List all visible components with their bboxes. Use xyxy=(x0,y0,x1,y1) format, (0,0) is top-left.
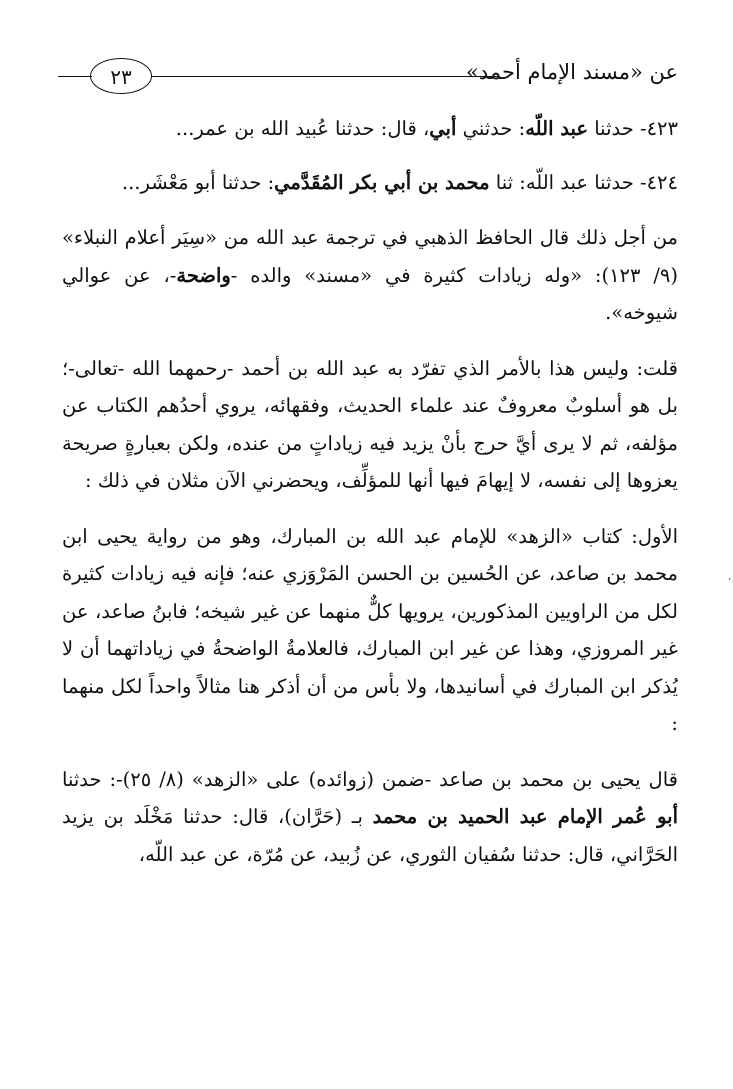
margin-mark: ٬ xyxy=(728,577,732,588)
entry-text: ٤٢٣- حدثنا xyxy=(588,117,678,140)
header-rule-end xyxy=(58,76,92,77)
paragraph-dhahabi-quote xyxy=(62,219,678,332)
entry-text: : حدثني xyxy=(456,117,526,140)
paragraph-text: من أجل ذلك قال الحافظ الذهبي في ترجمة عبد الله من «سِيَر أعلام النبلاء» (٩/ ١٢٣): «وله زيادات كثيرة في «مسند» والده - xyxy=(62,226,678,287)
paragraph-isnad xyxy=(62,761,678,874)
paragraph-text: قال يحيى بن محمد بن صاعد -ضمن (زوائده) على «الزهد» (٨/ ٢٥)-: حدثنا xyxy=(62,767,678,791)
header-rule xyxy=(150,76,500,77)
hadith-entry-423 xyxy=(62,110,678,148)
paragraph-author-note: قلت: وليس هذا بالأمر الذي تفرّد به عبد الله بن أحمد -رحمهما الله -تعالى-؛ بل هو أسلوبٌ معروفٌ عند علماء الحديث، وفقهائه، يروي أحدُهم الكتاب عن مؤلفه، ثم لا يرى أيَّ حرج بأنْ يزيد فيه زياداتٍ من عنده، ولكن بعبارةٍ صريحة يعزوها إلى نفسه، لا إيهامَ فيها أنها للمؤلِّف، ويحضرني الآن مثلان في ذلك : xyxy=(62,356,678,492)
paragraph-first-example: الأول: كتاب «الزهد» للإمام عبد الله بن المبارك، وهو من رواية يحيى ابن محمد بن صاعد، عن الحُسين بن الحسن المَرْوَزي عنه؛ فإنه فيه زيادات كثيرة لكل من الراويين المذكورين، يرويها كلٌّ منهما عن غير شيخه؛ فابنُ صاعد، عن غير المروزي، وهذا عن غير ابن المبارك، فالعلامةُ الواضحةُ في زياداتهما أن لا يُذكر ابن المبارك في أسانيدها، ولا بأس من أن أذكر هنا مثالاً واحداً لكل منهما : xyxy=(62,524,678,735)
page-header xyxy=(58,56,678,100)
entry-narrator-bold: محمد بن أبي بكر المُقَدَّمي xyxy=(274,170,490,194)
page-number-oval: ٢٣ xyxy=(90,58,152,94)
paragraph-bold-word: واضحة xyxy=(176,263,231,287)
paragraph-text: -، عن عوالي شيوخه». xyxy=(62,263,678,324)
entry-text: : حدثنا أبو مَعْشَر... xyxy=(121,170,275,194)
entry-narrator-bold: عبد اللّه xyxy=(525,117,589,140)
paragraph-text: بـ (حَرَّان)، قال: حدثنا مَخْلَد بن يزيد الحَرَّاني، قال: حدثنا سُفيان الثوري، عن زُبيد، عن مُرّة، عن عبد اللّه، xyxy=(62,805,678,866)
entry-narrator-bold: أبي xyxy=(429,117,457,140)
running-title: عن «مسند الإمام أحمد» xyxy=(465,60,678,84)
entry-text: ٤٢٤- حدثنا عبد اللّه: ثنا xyxy=(489,170,678,194)
page-body xyxy=(62,110,678,873)
paragraph-bold-narrator: أبو عُمر الإمام عبد الحميد بن محمد xyxy=(372,805,678,828)
entry-text: ، قال: حدثنا عُبيد الله بن عمر... xyxy=(175,117,430,140)
hadith-entry-424 xyxy=(62,164,678,202)
